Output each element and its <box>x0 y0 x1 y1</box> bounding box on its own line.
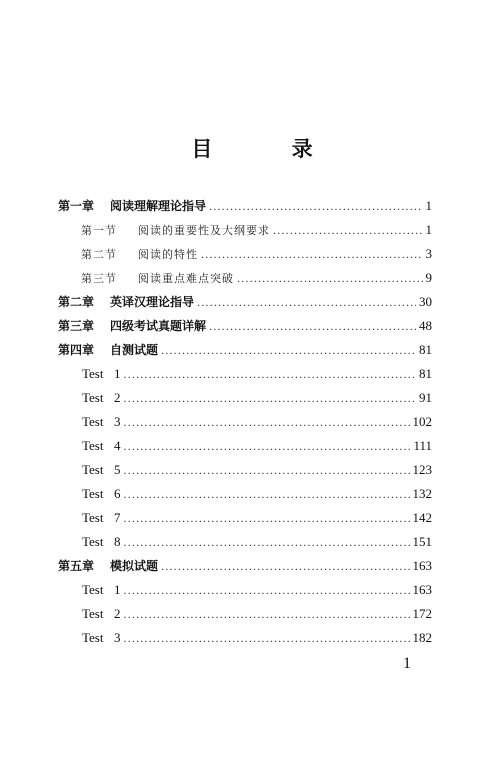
toc-entry-label <box>82 386 121 410</box>
toc-entry-label <box>58 194 206 218</box>
toc-entry-test <box>58 578 432 602</box>
toc-entry-label <box>82 482 121 506</box>
toc-entry-label <box>58 338 158 362</box>
toc-entry-page: 9 <box>425 270 432 285</box>
toc-entry-test <box>58 362 432 386</box>
toc-entry-page: 111 <box>413 438 432 453</box>
toc-entry-chapter <box>58 338 432 362</box>
toc-entry-title: 阅读的特性 <box>138 248 198 261</box>
toc-entry-title: 2 <box>114 606 121 621</box>
toc-entry-page: 163 <box>412 582 432 597</box>
toc-entry-title: 7 <box>114 510 121 525</box>
toc-entry-page: 81 <box>419 342 432 357</box>
toc-entry-section <box>58 242 432 266</box>
toc-entry-label <box>58 290 194 314</box>
toc-entry-page: 182 <box>412 630 432 645</box>
dot-leader <box>124 364 417 386</box>
toc-entry-title: 阅读重点难点突破 <box>138 272 234 285</box>
toc-entry-title: 四级考试真题详解 <box>110 319 207 333</box>
dot-leader <box>124 580 410 602</box>
dot-leader <box>124 532 410 554</box>
toc-entry-number: Test <box>82 486 104 501</box>
toc-entry-number: 第四章 <box>58 343 95 357</box>
dot-leader <box>124 412 410 434</box>
toc-entry-title: 8 <box>114 534 121 549</box>
toc-entry-label <box>82 530 121 554</box>
toc-entry-label <box>58 554 158 578</box>
toc-entry-number: Test <box>82 534 104 549</box>
toc-entry-title: 1 <box>114 366 121 381</box>
dot-leader <box>201 244 423 266</box>
toc-entry-title: 3 <box>114 630 121 645</box>
toc-entry-chapter <box>58 314 432 338</box>
toc-entry-number: 第二章 <box>58 295 95 309</box>
toc-entry-chapter <box>58 194 432 218</box>
toc-entry-number: Test <box>82 582 104 597</box>
toc-entry-test <box>58 410 432 434</box>
toc-entry-label <box>82 506 121 530</box>
page-title: 目 录 <box>191 137 349 161</box>
toc-entry-page: 81 <box>419 366 432 381</box>
dot-leader <box>124 604 410 626</box>
dot-leader <box>209 196 422 218</box>
dot-leader <box>237 268 423 290</box>
dot-leader <box>197 292 416 314</box>
dot-leader <box>124 436 411 458</box>
toc-entry-number: 第一章 <box>58 199 95 213</box>
toc-entry-label <box>82 410 121 434</box>
toc-entry-number: Test <box>82 630 104 645</box>
toc-entry-label <box>81 243 198 266</box>
toc-entry-title: 阅读的重要性及大纲要求 <box>138 224 270 237</box>
toc-entry-page: 91 <box>419 390 432 405</box>
toc-entry-section <box>58 266 432 290</box>
toc-entry-page: 172 <box>412 606 432 621</box>
dot-leader <box>209 316 416 338</box>
toc-entry-label <box>82 434 121 458</box>
toc-entry-title: 4 <box>114 438 121 453</box>
toc-entry-title: 1 <box>114 582 121 597</box>
dot-leader <box>124 484 410 506</box>
toc-entry-label <box>82 362 121 386</box>
toc-entry-label <box>82 458 121 482</box>
dot-leader <box>273 220 423 242</box>
toc-entry-page: 1 <box>425 198 432 213</box>
toc-entry-page: 142 <box>412 510 432 525</box>
toc-entry-title: 3 <box>114 414 121 429</box>
toc-entry-page: 30 <box>419 294 432 309</box>
toc-entry-section <box>58 218 432 242</box>
toc-entry-number: Test <box>82 510 104 525</box>
toc-entry-test <box>58 626 432 650</box>
toc-entry-title: 2 <box>114 390 121 405</box>
toc-entry-number: 第五章 <box>58 559 95 573</box>
toc-entry-number: Test <box>82 366 104 381</box>
dot-leader <box>124 508 410 530</box>
toc-entry-test <box>58 434 432 458</box>
toc-entry-page: 1 <box>425 222 432 237</box>
toc-entry-test <box>58 482 432 506</box>
toc-entry-number: 第二节 <box>81 248 117 261</box>
toc-entry-label <box>82 626 121 650</box>
toc-entry-number: Test <box>82 390 104 405</box>
toc-entry-number: Test <box>82 606 104 621</box>
toc-entry-page: 163 <box>412 558 432 573</box>
dot-leader <box>124 460 410 482</box>
toc-entry-page: 151 <box>412 534 432 549</box>
toc-entry-number: 第三节 <box>81 272 117 285</box>
dot-leader <box>124 628 410 650</box>
toc-entry-label <box>82 602 121 626</box>
toc-entry-label <box>81 267 234 290</box>
toc-entry-page: 102 <box>412 414 432 429</box>
toc-entry-label <box>58 314 206 338</box>
toc-entry-page: 123 <box>412 462 432 477</box>
toc-entry-chapter <box>58 554 432 578</box>
dot-leader <box>161 556 409 578</box>
dot-leader <box>161 340 416 362</box>
toc-entry-label <box>81 219 270 242</box>
toc-entry-number: Test <box>82 414 104 429</box>
toc-entry-number: Test <box>82 438 104 453</box>
toc-entry-test <box>58 458 432 482</box>
toc-entry-title: 阅读理解理论指导 <box>110 199 207 213</box>
toc-entry-page: 3 <box>425 246 432 261</box>
toc-entry-title: 模拟试题 <box>110 559 159 573</box>
toc-entry-title: 英译汉理论指导 <box>110 295 195 309</box>
toc-entry-title: 6 <box>114 486 121 501</box>
toc-entry-title: 自测试题 <box>110 343 159 357</box>
dot-leader <box>124 388 417 410</box>
toc-entry-test <box>58 506 432 530</box>
toc-entry-test <box>58 602 432 626</box>
toc-entry-chapter <box>58 290 432 314</box>
toc-entry-number: Test <box>82 462 104 477</box>
toc-entry-number: 第一节 <box>81 224 117 237</box>
toc-entry-test <box>58 530 432 554</box>
page-number: 1 <box>403 655 411 672</box>
toc-entry-page: 48 <box>419 318 432 333</box>
toc-entry-number: 第三章 <box>58 319 95 333</box>
toc-entry-title: 5 <box>114 462 121 477</box>
toc-entry-test <box>58 386 432 410</box>
toc-entry-label <box>82 578 121 602</box>
table-of-contents <box>58 194 432 650</box>
toc-entry-page: 132 <box>412 486 432 501</box>
